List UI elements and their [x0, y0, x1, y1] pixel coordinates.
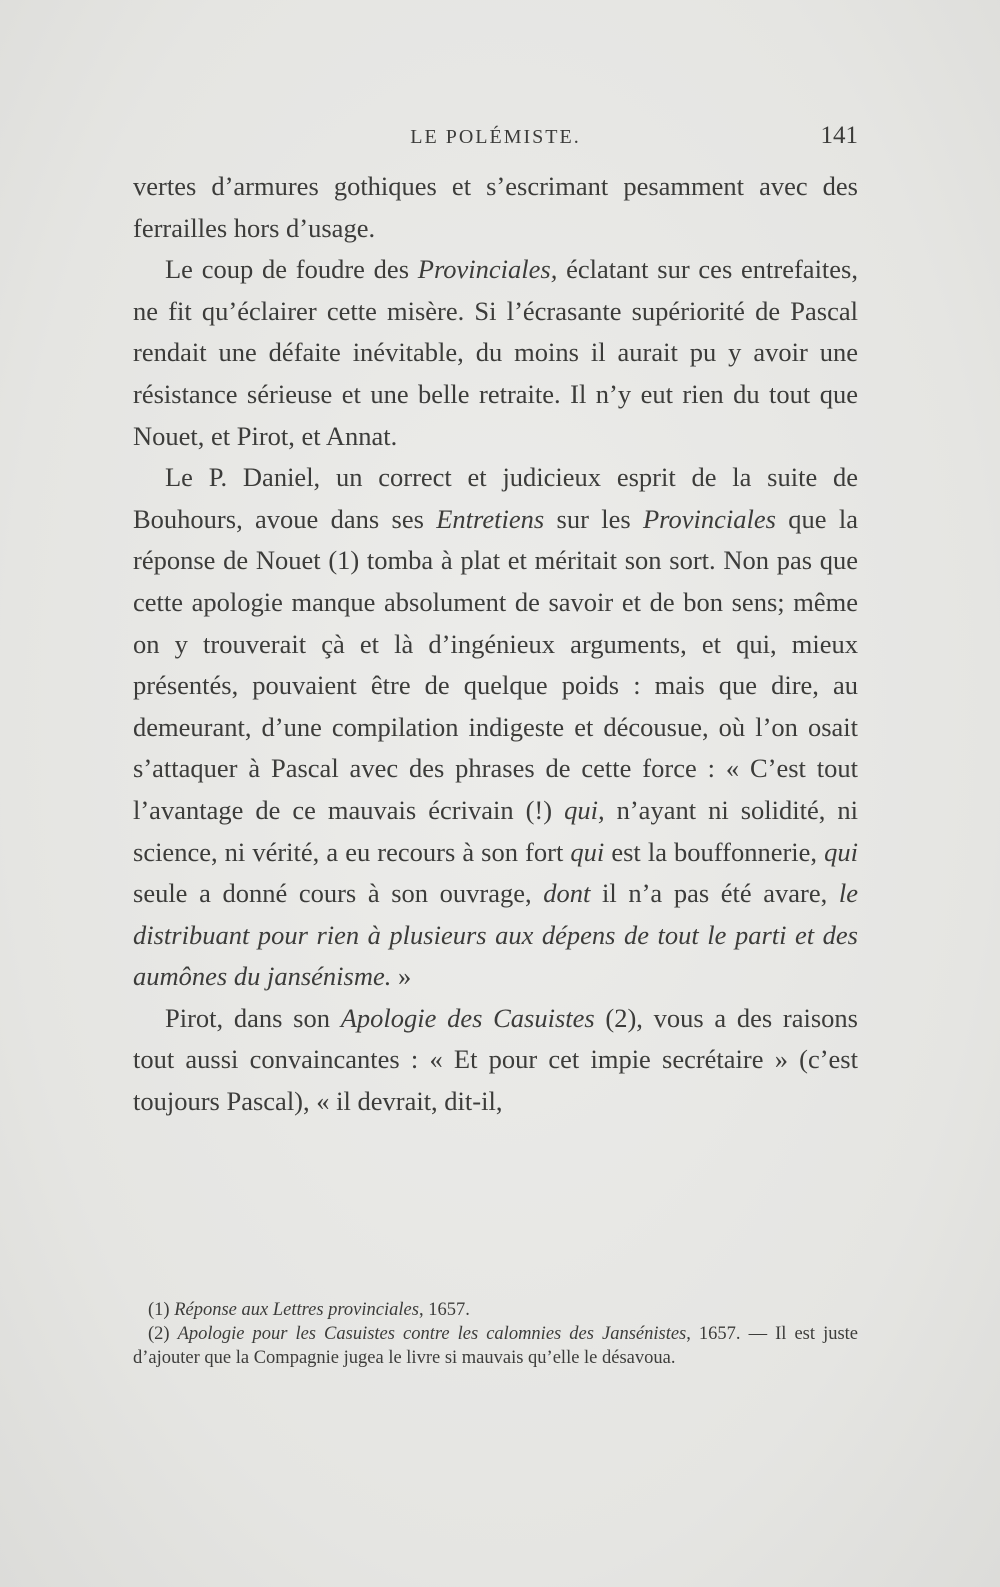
text-span: il n’a pas été avare,: [590, 878, 839, 909]
text-span: Pirot, dans son: [165, 1002, 341, 1033]
text-span: »: [391, 961, 412, 992]
italic-title: Entretiens: [436, 503, 545, 534]
text-span: , 1657.: [418, 1300, 470, 1320]
text-span: Le coup de foudre des: [165, 254, 418, 285]
footnote-marker: (2): [148, 1324, 178, 1344]
paragraph-1: vertes d’armures gothiques et s’escrimant pesamment avec des ferrailles hors d’usage.: [133, 171, 858, 243]
footnote-marker: (1): [148, 1300, 175, 1320]
italic-title: Provinciales: [643, 503, 776, 534]
text-span: seule a donné cours à son ouvrage,: [133, 878, 544, 909]
italic-word: dont: [543, 878, 591, 909]
paragraph-2: [133, 249, 858, 457]
body-text: [133, 166, 858, 1123]
paragraph-3: [133, 457, 858, 998]
footnote-1: [133, 1298, 858, 1322]
footnotes: [133, 1298, 858, 1370]
text-span: Le P. Daniel, un correct et judicieux esprit de la suite de Bouhours, avoue dans ses: [133, 462, 858, 534]
running-head: [133, 122, 858, 152]
italic-quote: le distribuant pour rien à plusieurs aux dépens de tout le parti et des aumônes du jansénisme.: [133, 878, 858, 992]
italic-title: Provinciales,: [417, 254, 558, 285]
text-span: (2), vous a des raisons tout aussi convaincantes : « Et pour cet impie secrétaire » (c’est toujours Pascal), « il devrait, dit-il,: [133, 1002, 858, 1117]
footnote-2: [133, 1322, 858, 1370]
text-span: n’ayant ni solidité, ni science, ni vérité, a eu recours à son fort: [133, 794, 858, 867]
italic-title: Apologie des Casuistes: [340, 1002, 595, 1033]
italic-word: qui,: [564, 794, 605, 825]
footnote-title: Réponse aux Lettres provinciales: [174, 1300, 419, 1320]
text-span: est la bouffonnerie,: [604, 836, 825, 867]
text-span: éclatant sur ces entrefaites, ne fit qu’éclairer cette misère. Si l’écrasante supériorité de Pascal rendait une défaite inévitable, du moins il aurait pu y avoir une résistance sérieuse et une belle retraite. Il n’y eut rien du tout que Nouet, et Pirot, et Annat.: [133, 254, 858, 451]
text-span: que la réponse de Nouet (1) tomba à plat et méritait son sort. Non pas que cette apologie manque absolument de savoir et de bon sens; même on y trouverait çà et là d’ingénieux arguments, et qui, mieux présentés, pouvaient être de quelque poids : mais que dire, au demeurant, d’une compilation indigeste et décousue, où l’on osait s’attaquer à Pascal avec des phrases de cette force : « C’est tout l’avantage de ce mauvais écrivain (!): [133, 503, 858, 825]
page-number: 141: [820, 122, 858, 149]
text-span: , 1657. — Il est juste d’ajouter que la Compagnie jugea le livre si mauvais qu’elle le désavoua.: [133, 1324, 859, 1368]
paragraph-4: [133, 998, 858, 1123]
italic-word: qui: [824, 836, 858, 867]
footnote-title: Apologie pour les Casuistes contre les calomnies des Jansénistes: [177, 1324, 687, 1344]
italic-word: qui: [570, 836, 605, 867]
text-span: sur les: [544, 503, 643, 534]
running-title: LE POLÉMISTE.: [410, 126, 581, 148]
